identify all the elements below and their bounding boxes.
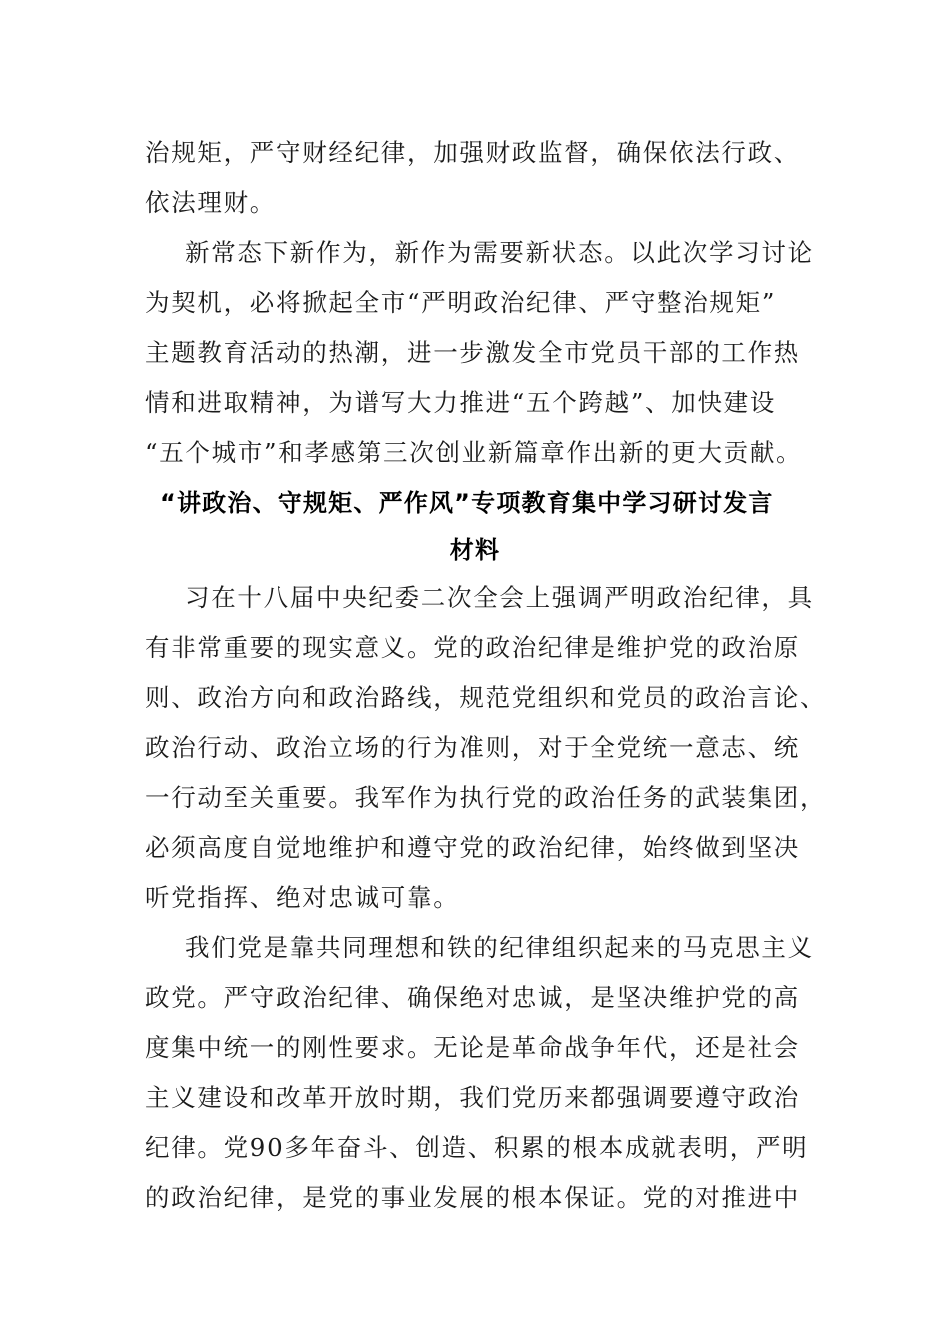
- paragraph-line: 的政治纪律，是党的事业发展的根本保证。党的对推进中: [145, 1183, 800, 1212]
- paragraph-line: 一行动至关重要。我军作为执行党的政治任务的武装集团，: [145, 783, 827, 812]
- paragraph-line: 新常态下新作为，新作为需要新状态。以此次学习讨论: [185, 238, 814, 267]
- paragraph-line: 则、政治方向和政治路线，规范党组织和党员的政治言论、: [145, 683, 827, 712]
- paragraph-line: 我们党是靠共同理想和铁的纪律组织起来的马克思主义: [185, 933, 814, 962]
- paragraph-line: 情和进取精神，为谱写大力推进“五个跨越”、加快建设: [145, 388, 777, 417]
- paragraph-line: 主题教育活动的热潮，进一步激发全市党员干部的工作热: [145, 338, 800, 367]
- paragraph-line: 必须高度自觉地维护和遵守党的政治纪律，始终做到坚决: [145, 833, 800, 862]
- paragraph-line: 政治行动、政治立场的行为准则，对于全党统一意志、统: [145, 733, 800, 762]
- paragraph-line: 度集中统一的刚性要求。无论是革命战争年代，还是社会: [145, 1033, 800, 1062]
- section-heading-continued: 材料: [449, 536, 501, 564]
- paragraph-line: 纪律。党90多年奋斗、创造、积累的根本成就表明，严明: [145, 1133, 809, 1162]
- paragraph-line: 为契机，必将掀起全市“严明政治纪律、严守整治规矩”: [145, 288, 777, 317]
- paragraph-line: 依法理财。: [145, 188, 276, 217]
- paragraph-line: 政党。严守政治纪律、确保绝对忠诚，是坚决维护党的高: [145, 983, 800, 1012]
- paragraph-line: 习在十八届中央纪委二次全会上强调严明政治纪律，具: [185, 583, 814, 612]
- section-heading: “讲政治、守规矩、严作风”专项教育集中学习研讨发言: [160, 489, 774, 517]
- paragraph-line: “五个城市”和孝感第三次创业新篇章作出新的更大贡献。: [145, 438, 803, 467]
- paragraph-line: 有非常重要的现实意义。党的政治纪律是维护党的政治原: [145, 633, 800, 662]
- paragraph-line: 主义建设和改革开放时期，我们党历来都强调要遵守政治: [145, 1083, 800, 1112]
- paragraph-line: 听党指挥、绝对忠诚可靠。: [145, 883, 460, 912]
- paragraph-line: 治规矩，严守财经纪律，加强财政监督，确保依法行政、: [145, 138, 800, 167]
